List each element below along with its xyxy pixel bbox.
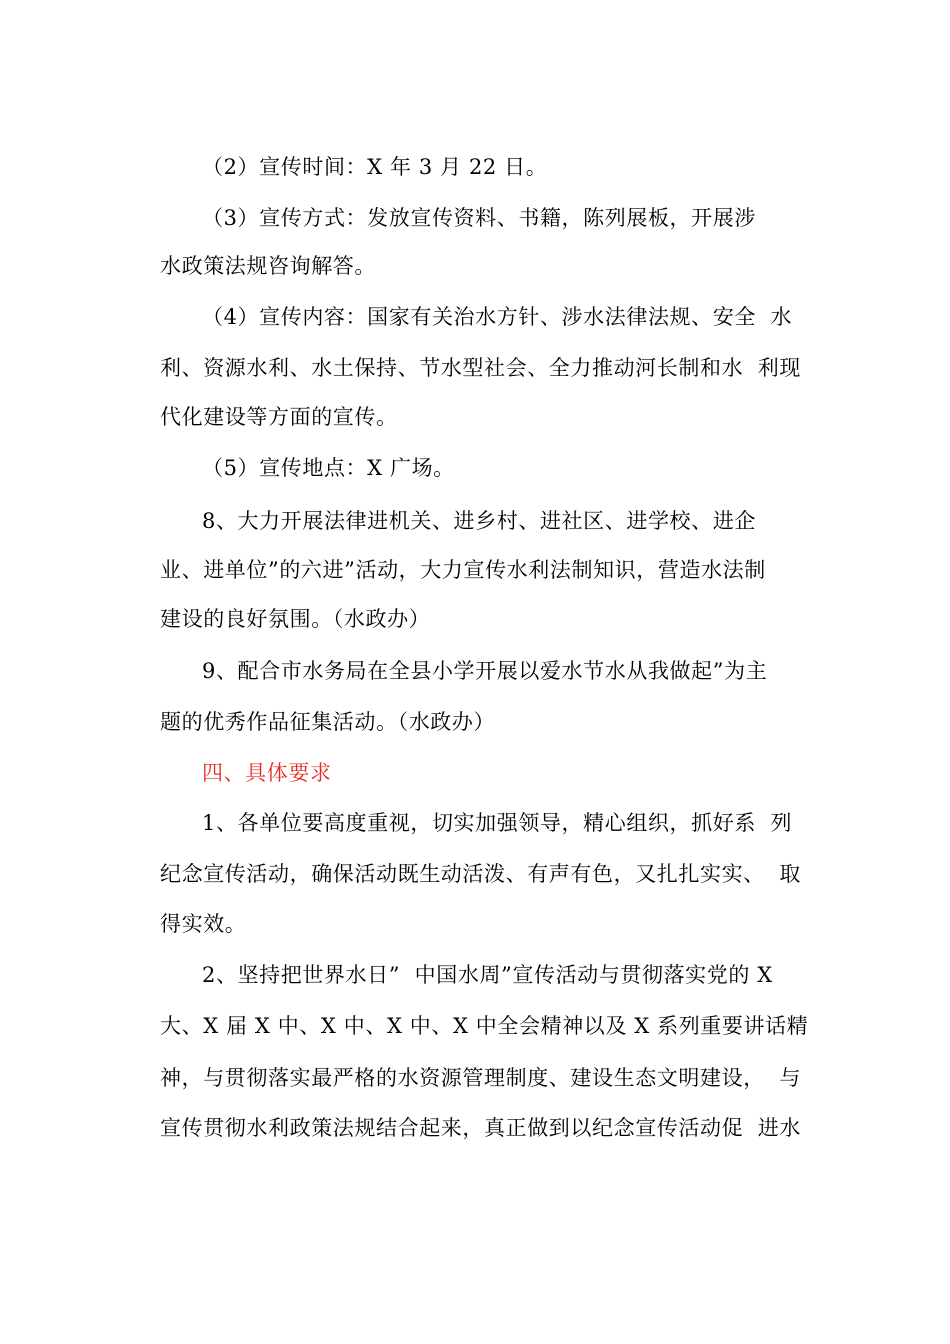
para-req-2-cont-3: 宣传贯彻水利政策法规结合起来，真正做到以纪念宣传活动促 进水	[160, 1116, 801, 1140]
section-heading-requirements: 四、具体要求	[202, 761, 332, 785]
para-publicity-method-cont: 水政策法规咨询解答。	[160, 254, 376, 278]
para-req-1-cont-2: 得实效。	[160, 912, 247, 936]
para-req-1: 1、各单位要高度重视，切实加强领导，精心组织，抓好系 列	[202, 811, 793, 835]
para-req-2-cont-2: 神，与贯彻落实最严格的水资源管理制度、建设生态文明建设， 与	[160, 1066, 801, 1090]
para-req-2-cont-1: 大、X 届 X 中、X 中、X 中、X 中全会精神以及 X 系列重要讲话精	[160, 1014, 809, 1038]
para-publicity-content-cont-1: 利、资源水利、水土保持、节水型社会、全力推动河长制和水 利现	[160, 356, 801, 380]
para-item-9: 9、配合市水务局在全县小学开展以爱水节水从我做起”为主	[202, 659, 768, 683]
para-item-9-cont: 题的优秀作品征集活动。（水政办）	[160, 710, 496, 734]
para-publicity-content: （4）宣传内容：国家有关治水方针、涉水法律法规、安全 水	[202, 305, 793, 329]
para-publicity-location: （5）宣传地点：X 广场。	[202, 456, 455, 480]
para-item-8-cont-1: 业、进单位”的六进”活动，大力宣传水利法制知识，营造水法制	[160, 558, 766, 582]
para-req-2: 2、坚持把世界水日” 中国水周”宣传活动与贯彻落实党的 X	[202, 963, 773, 987]
para-item-8-cont-2: 建设的良好氛围。（水政办）	[160, 607, 431, 631]
para-publicity-content-cont-2: 代化建设等方面的宣传。	[160, 405, 398, 429]
para-publicity-time: （2）宣传时间：X 年 3 月 22 日。	[202, 155, 548, 179]
para-req-1-cont-1: 纪念宣传活动，确保活动既生动活泼、有声有色，又扎扎实实、 取	[160, 862, 801, 886]
para-publicity-method: （3）宣传方式：发放宣传资料、书籍，陈列展板，开展涉	[202, 206, 756, 230]
para-item-8: 8、大力开展法律进机关、进乡村、进社区、进学校、进企	[202, 509, 756, 533]
